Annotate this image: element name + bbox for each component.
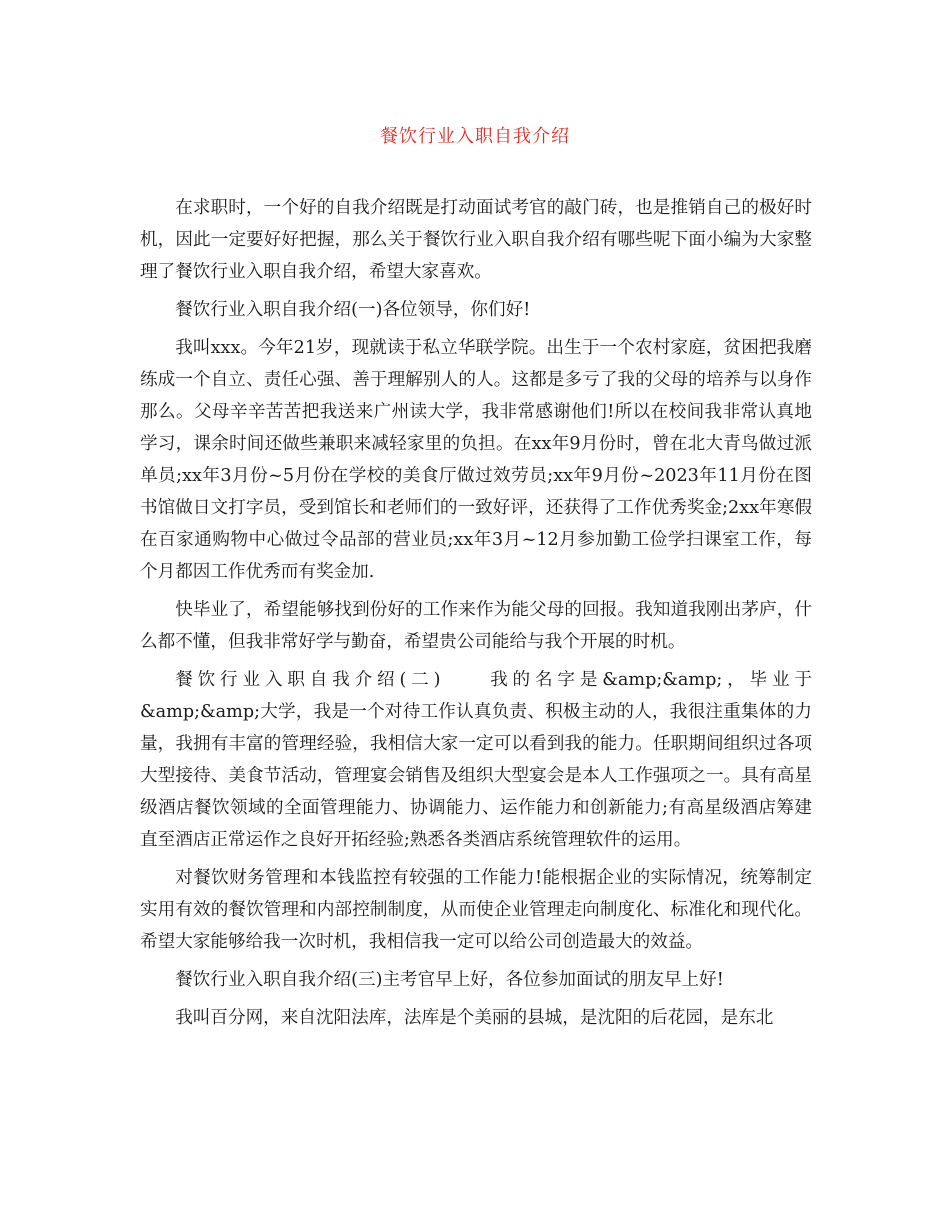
paragraph: 我叫xxx。今年21岁，现就读于私立华联学院。出生于一个农村家庭，贫困把我磨练成一个自立、责任心强、善于理解别人的人。这都是多亏了我的父母的培养与以身作那么。父母辛辛苦苦把我送来广州读大学，我非常感谢他们!所以在校间我非常认真地学习，课余时间还做些兼职来减轻家里的负担。在xx年9月份时，曾在北大青鸟做过派单员;xx年3月份~5月份在学校的美食厅做过效劳员;xx年9月份~2023年11月份在图书馆做日文打字员，受到馆长和老师们的一致好评，还获得了工作优秀奖金;2xx年寒假在百家通购物中心做过令品部的营业员;xx年3月~12月参加勤工俭学扫课室工作，每个月都因工作优秀而有奖金加. xyxy=(140,338,812,582)
paragraph: 餐饮行业入职自我介绍(二) 我的名字是&amp;&amp;，毕业于&amp;&amp;大学，我是一个对待工作认真负责、积极主动的人，我很注重集体的力量，我拥有丰富的管理经验，我相信大家一定可以看到我的能力。任职期间组织过各项大型接待、美食节活动，管理宴会销售及组织大型宴会是本人工作强项之一。具有高星级酒店餐饮领域的全面管理能力、协调能力、运作能力和创新能力;有高星级酒店筹建直至酒店正常运作之良好开拓经验;熟悉各类酒店系统管理软件的运用。 xyxy=(140,670,812,850)
document-title: 餐饮行业入职自我介绍 xyxy=(380,126,570,147)
paragraph: 对餐饮财务管理和本钱监控有较强的工作能力!能根据企业的实际情况，统筹制定实用有效的餐饮管理和内部控制制度，从而使企业管理走向制度化、标准化和现代化。希望大家能够给我一次时机，我相信我一定可以给公司创造最大的效益。 xyxy=(140,868,812,952)
paragraph: 餐饮行业入职自我介绍(三)主考官早上好，各位参加面试的朋友早上好! xyxy=(175,970,724,990)
paragraph: 餐饮行业入职自我介绍(一)各位领导，你们好! xyxy=(175,300,531,320)
document-body xyxy=(140,192,812,1040)
paragraph: 快毕业了，希望能够找到份好的工作来作为能父母的回报。我知道我刚出茅庐，什么都不懂，但我非常好学与勤奋，希望贵公司能给与我个开展的时机。 xyxy=(140,600,812,652)
paragraph: 我叫百分网，来自沈阳法库，法库是个美丽的县城，是沈阳的后花园，是东北 xyxy=(175,1008,774,1028)
paragraph: 在求职时，一个好的自我介绍既是打动面试考官的敲门砖，也是推销自己的极好时机，因此一定要好好把握，那么关于餐饮行业入职自我介绍有哪些呢下面小编为大家整理了餐饮行业入职自我介绍，希望大家喜欢。 xyxy=(140,198,812,282)
